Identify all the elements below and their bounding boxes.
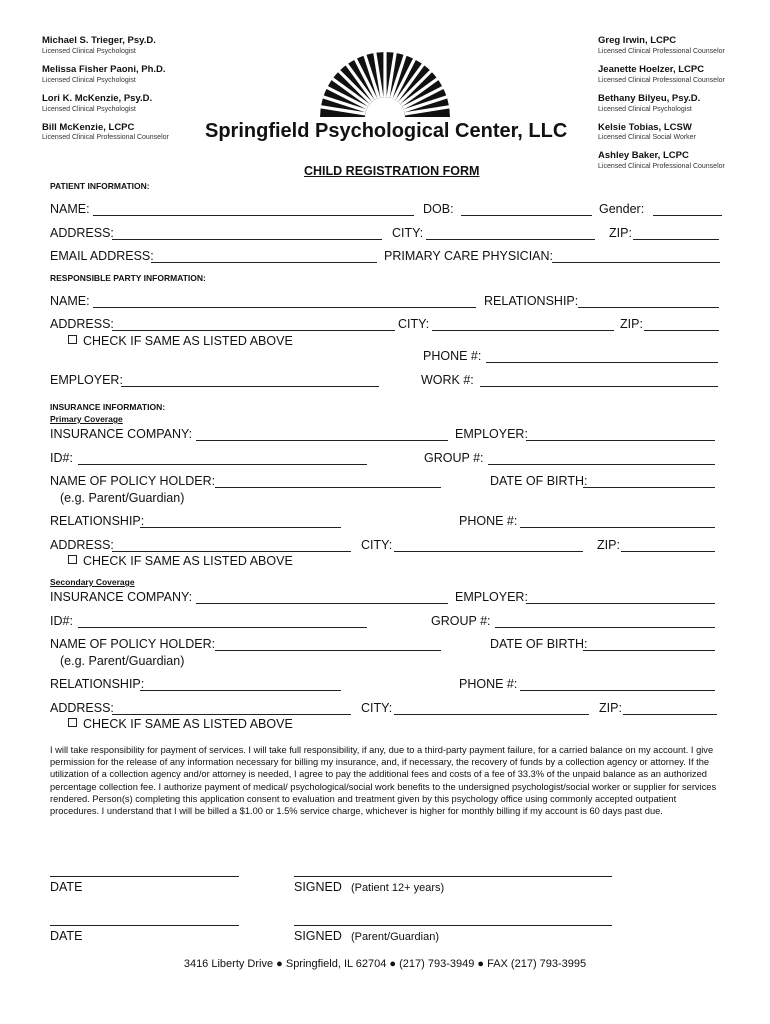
secondary-city-field[interactable] (394, 714, 589, 715)
secondary-employer-label: EMPLOYER: (455, 590, 528, 604)
secondary-phone-label: PHONE #: (459, 677, 518, 691)
secondary-address-field[interactable] (112, 714, 351, 715)
primary-dob-field[interactable] (583, 487, 715, 488)
responsible-employer-label: EMPLOYER: (50, 373, 123, 387)
responsible-relationship-label: RELATIONSHIP: (484, 294, 579, 308)
checkbox-icon[interactable] (68, 335, 77, 344)
staff-right-name-5: Ashley Baker, LCPC (598, 150, 689, 161)
primary-relationship-label: RELATIONSHIP: (50, 514, 145, 528)
staff-right-name-4: Kelsie Tobias, LCSW (598, 122, 692, 133)
patient-email-field[interactable] (151, 262, 377, 263)
secondary-relationship-label: RELATIONSHIP: (50, 677, 145, 691)
primary-group-label: GROUP #: (424, 451, 484, 465)
form-title: CHILD REGISTRATION FORM (304, 164, 480, 178)
secondary-same-label: CHECK IF SAME AS LISTED ABOVE (83, 717, 293, 731)
signed-parent-note: (Parent/Guardian) (350, 931, 439, 943)
primary-eg-note: (e.g. Parent/Guardian) (60, 491, 185, 505)
patient-gender-field[interactable] (653, 215, 722, 216)
primary-address-field[interactable] (112, 551, 351, 552)
responsible-work-label: WORK #: (421, 373, 474, 387)
staff-left-title-4: Licensed Clinical Professional Counselor (42, 134, 169, 141)
responsible-city-field[interactable] (432, 330, 614, 331)
responsible-zip-label: ZIP: (620, 317, 643, 331)
patient-pcp-label: PRIMARY CARE PHYSICIAN: (384, 249, 554, 263)
primary-ins-company-field[interactable] (196, 440, 448, 441)
staff-left-name-4: Bill McKenzie, LCPC (42, 122, 135, 133)
primary-policy-holder-label: NAME OF POLICY HOLDER: (50, 474, 216, 488)
staff-right-title-2: Licensed Clinical Professional Counselor (598, 77, 725, 84)
primary-group-field[interactable] (488, 464, 715, 465)
staff-left-title-3: Licensed Clinical Psychologist (42, 106, 136, 113)
patient-pcp-field[interactable] (552, 262, 720, 263)
patient-name-label: NAME: (50, 202, 90, 216)
section-insurance: INSURANCE INFORMATION: (50, 402, 166, 412)
date-label-2: DATE (50, 929, 83, 943)
secondary-id-field[interactable] (78, 627, 367, 628)
primary-employer-label: EMPLOYER: (455, 427, 528, 441)
signed-label-2: SIGNED (Parent/Guardian) (294, 929, 439, 943)
secondary-relationship-field[interactable] (140, 690, 341, 691)
sunburst-logo-icon (318, 40, 452, 118)
primary-city-field[interactable] (394, 551, 583, 552)
secondary-address-label: ADDRESS: (50, 701, 114, 715)
primary-policy-holder-field[interactable] (215, 487, 441, 488)
org-name: Springfield Psychological Center, LLC (205, 120, 568, 142)
checkbox-icon[interactable] (68, 555, 77, 564)
primary-id-field[interactable] (78, 464, 367, 465)
patient-address-label: ADDRESS: (50, 226, 114, 240)
secondary-dob-label: DATE OF BIRTH: (490, 637, 588, 651)
section-primary-coverage: Primary Coverage (50, 414, 123, 424)
responsible-same-checkbox-row[interactable] (68, 334, 293, 348)
patient-gender-label: Gender: (599, 202, 645, 216)
secondary-zip-field[interactable] (623, 714, 717, 715)
staff-right-title-1: Licensed Clinical Professional Counselor (598, 48, 725, 55)
primary-phone-field[interactable] (520, 527, 715, 528)
secondary-dob-field[interactable] (583, 650, 715, 651)
patient-zip-field[interactable] (633, 239, 719, 240)
signed-label-1: SIGNED (Patient 12+ years) (294, 880, 445, 894)
section-responsible-party: RESPONSIBLE PARTY INFORMATION: (50, 273, 206, 283)
date-line-1[interactable] (50, 876, 239, 877)
secondary-phone-field[interactable] (520, 690, 715, 691)
primary-address-label: ADDRESS: (50, 538, 114, 552)
secondary-ins-company-field[interactable] (196, 603, 448, 604)
responsible-phone-field[interactable] (486, 362, 718, 363)
primary-ins-company-label: INSURANCE COMPANY: (50, 427, 193, 441)
staff-right-title-3: Licensed Clinical Psychologist (598, 106, 692, 113)
responsible-work-field[interactable] (480, 386, 718, 387)
staff-right-title-4: Licensed Clinical Social Worker (598, 134, 696, 141)
primary-same-checkbox-row[interactable] (68, 554, 293, 568)
responsible-employer-field[interactable] (121, 386, 379, 387)
staff-right-name-1: Greg Irwin, LCPC (598, 35, 677, 46)
patient-city-field[interactable] (426, 239, 595, 240)
primary-employer-field[interactable] (526, 440, 715, 441)
secondary-zip-label: ZIP: (599, 701, 622, 715)
responsible-address-field[interactable] (112, 330, 395, 331)
section-secondary-coverage: Secondary Coverage (50, 577, 135, 587)
secondary-group-label: GROUP #: (431, 614, 491, 628)
responsible-name-field[interactable] (93, 307, 476, 308)
staff-left-title-1: Licensed Clinical Psychologist (42, 48, 136, 55)
responsible-relationship-field[interactable] (578, 307, 719, 308)
responsible-address-label: ADDRESS: (50, 317, 114, 331)
staff-right-name-3: Bethany Bilyeu, Psy.D. (598, 93, 701, 104)
responsible-city-label: CITY: (398, 317, 430, 331)
staff-left-name-2: Melissa Fisher Paoni, Ph.D. (42, 64, 166, 75)
secondary-city-label: CITY: (361, 701, 393, 715)
date-label-1: DATE (50, 880, 83, 894)
responsible-name-label: NAME: (50, 294, 90, 308)
secondary-id-label: ID#: (50, 614, 73, 628)
primary-zip-field[interactable] (621, 551, 715, 552)
secondary-group-field[interactable] (495, 627, 715, 628)
patient-email-label: EMAIL ADDRESS: (50, 249, 154, 263)
responsible-zip-field[interactable] (644, 330, 719, 331)
date-line-2[interactable] (50, 925, 239, 926)
primary-city-label: CITY: (361, 538, 393, 552)
staff-left-name-3: Lori K. McKenzie, Psy.D. (42, 93, 153, 104)
staff-left-name-1: Michael S. Trieger, Psy.D. (42, 35, 156, 46)
primary-same-label: CHECK IF SAME AS LISTED ABOVE (83, 554, 293, 568)
primary-dob-label: DATE OF BIRTH: (490, 474, 588, 488)
responsible-same-label: CHECK IF SAME AS LISTED ABOVE (83, 334, 293, 348)
secondary-policy-holder-label: NAME OF POLICY HOLDER: (50, 637, 216, 651)
checkbox-icon[interactable] (68, 718, 77, 727)
patient-address-field[interactable] (112, 239, 382, 240)
primary-id-label: ID#: (50, 451, 73, 465)
agreement-paragraph: I will take responsibility for payment of services. I will take full responsibility, if any, due to a third-party payment failure, for a carried balance on my account. I give permission for the release of any information necessary for billing my insurance, and, if necessary, the recovery of funds by a collection agency or attorney. If the utilization of a collection agency and/or attorney is needed, I agree to pay the additional fees and costs of a fee of 33.3% of the unpaid balance as an authorized percentage collection fee. I authorize payment of medical/ psychological/social work benefits to the undersigned psychologist/social worker or supplier for services rendered. Person(s) completing this application consent to evaluation and treatment given by this psychology office using commonly accepted outpatient procedures. I understand that I will be billed a $1.00 or 1.5% service charge, whichever is higher for monthly billing if my account is 60 days past due. (50, 745, 717, 817)
secondary-same-checkbox-row[interactable] (68, 717, 293, 731)
section-patient-info: PATIENT INFORMATION: (50, 181, 150, 191)
patient-dob-field[interactable] (461, 215, 592, 216)
patient-dob-label: DOB: (423, 202, 454, 216)
signature-line-patient[interactable] (294, 876, 612, 877)
secondary-eg-note: (e.g. Parent/Guardian) (60, 654, 185, 668)
primary-phone-label: PHONE #: (459, 514, 518, 528)
primary-zip-label: ZIP: (597, 538, 620, 552)
secondary-employer-field[interactable] (526, 603, 715, 604)
patient-zip-label: ZIP: (609, 226, 632, 240)
footer-address: 3416 Liberty Drive ● Springfield, IL 62704 ● (217) 793-3949 ● FAX (217) 793-3995 (183, 958, 587, 970)
signature-line-parent[interactable] (294, 925, 612, 926)
primary-relationship-field[interactable] (140, 527, 341, 528)
secondary-policy-holder-field[interactable] (215, 650, 441, 651)
staff-right-title-5: Licensed Clinical Professional Counselor (598, 163, 725, 170)
responsible-phone-label: PHONE #: (423, 349, 482, 363)
patient-city-label: CITY: (392, 226, 424, 240)
patient-name-field[interactable] (93, 215, 414, 216)
signed-patient-note: (Patient 12+ years) (350, 882, 445, 894)
staff-right-name-2: Jeanette Hoelzer, LCPC (598, 64, 705, 75)
secondary-ins-company-label: INSURANCE COMPANY: (50, 590, 193, 604)
staff-left-title-2: Licensed Clinical Psychologist (42, 77, 136, 84)
